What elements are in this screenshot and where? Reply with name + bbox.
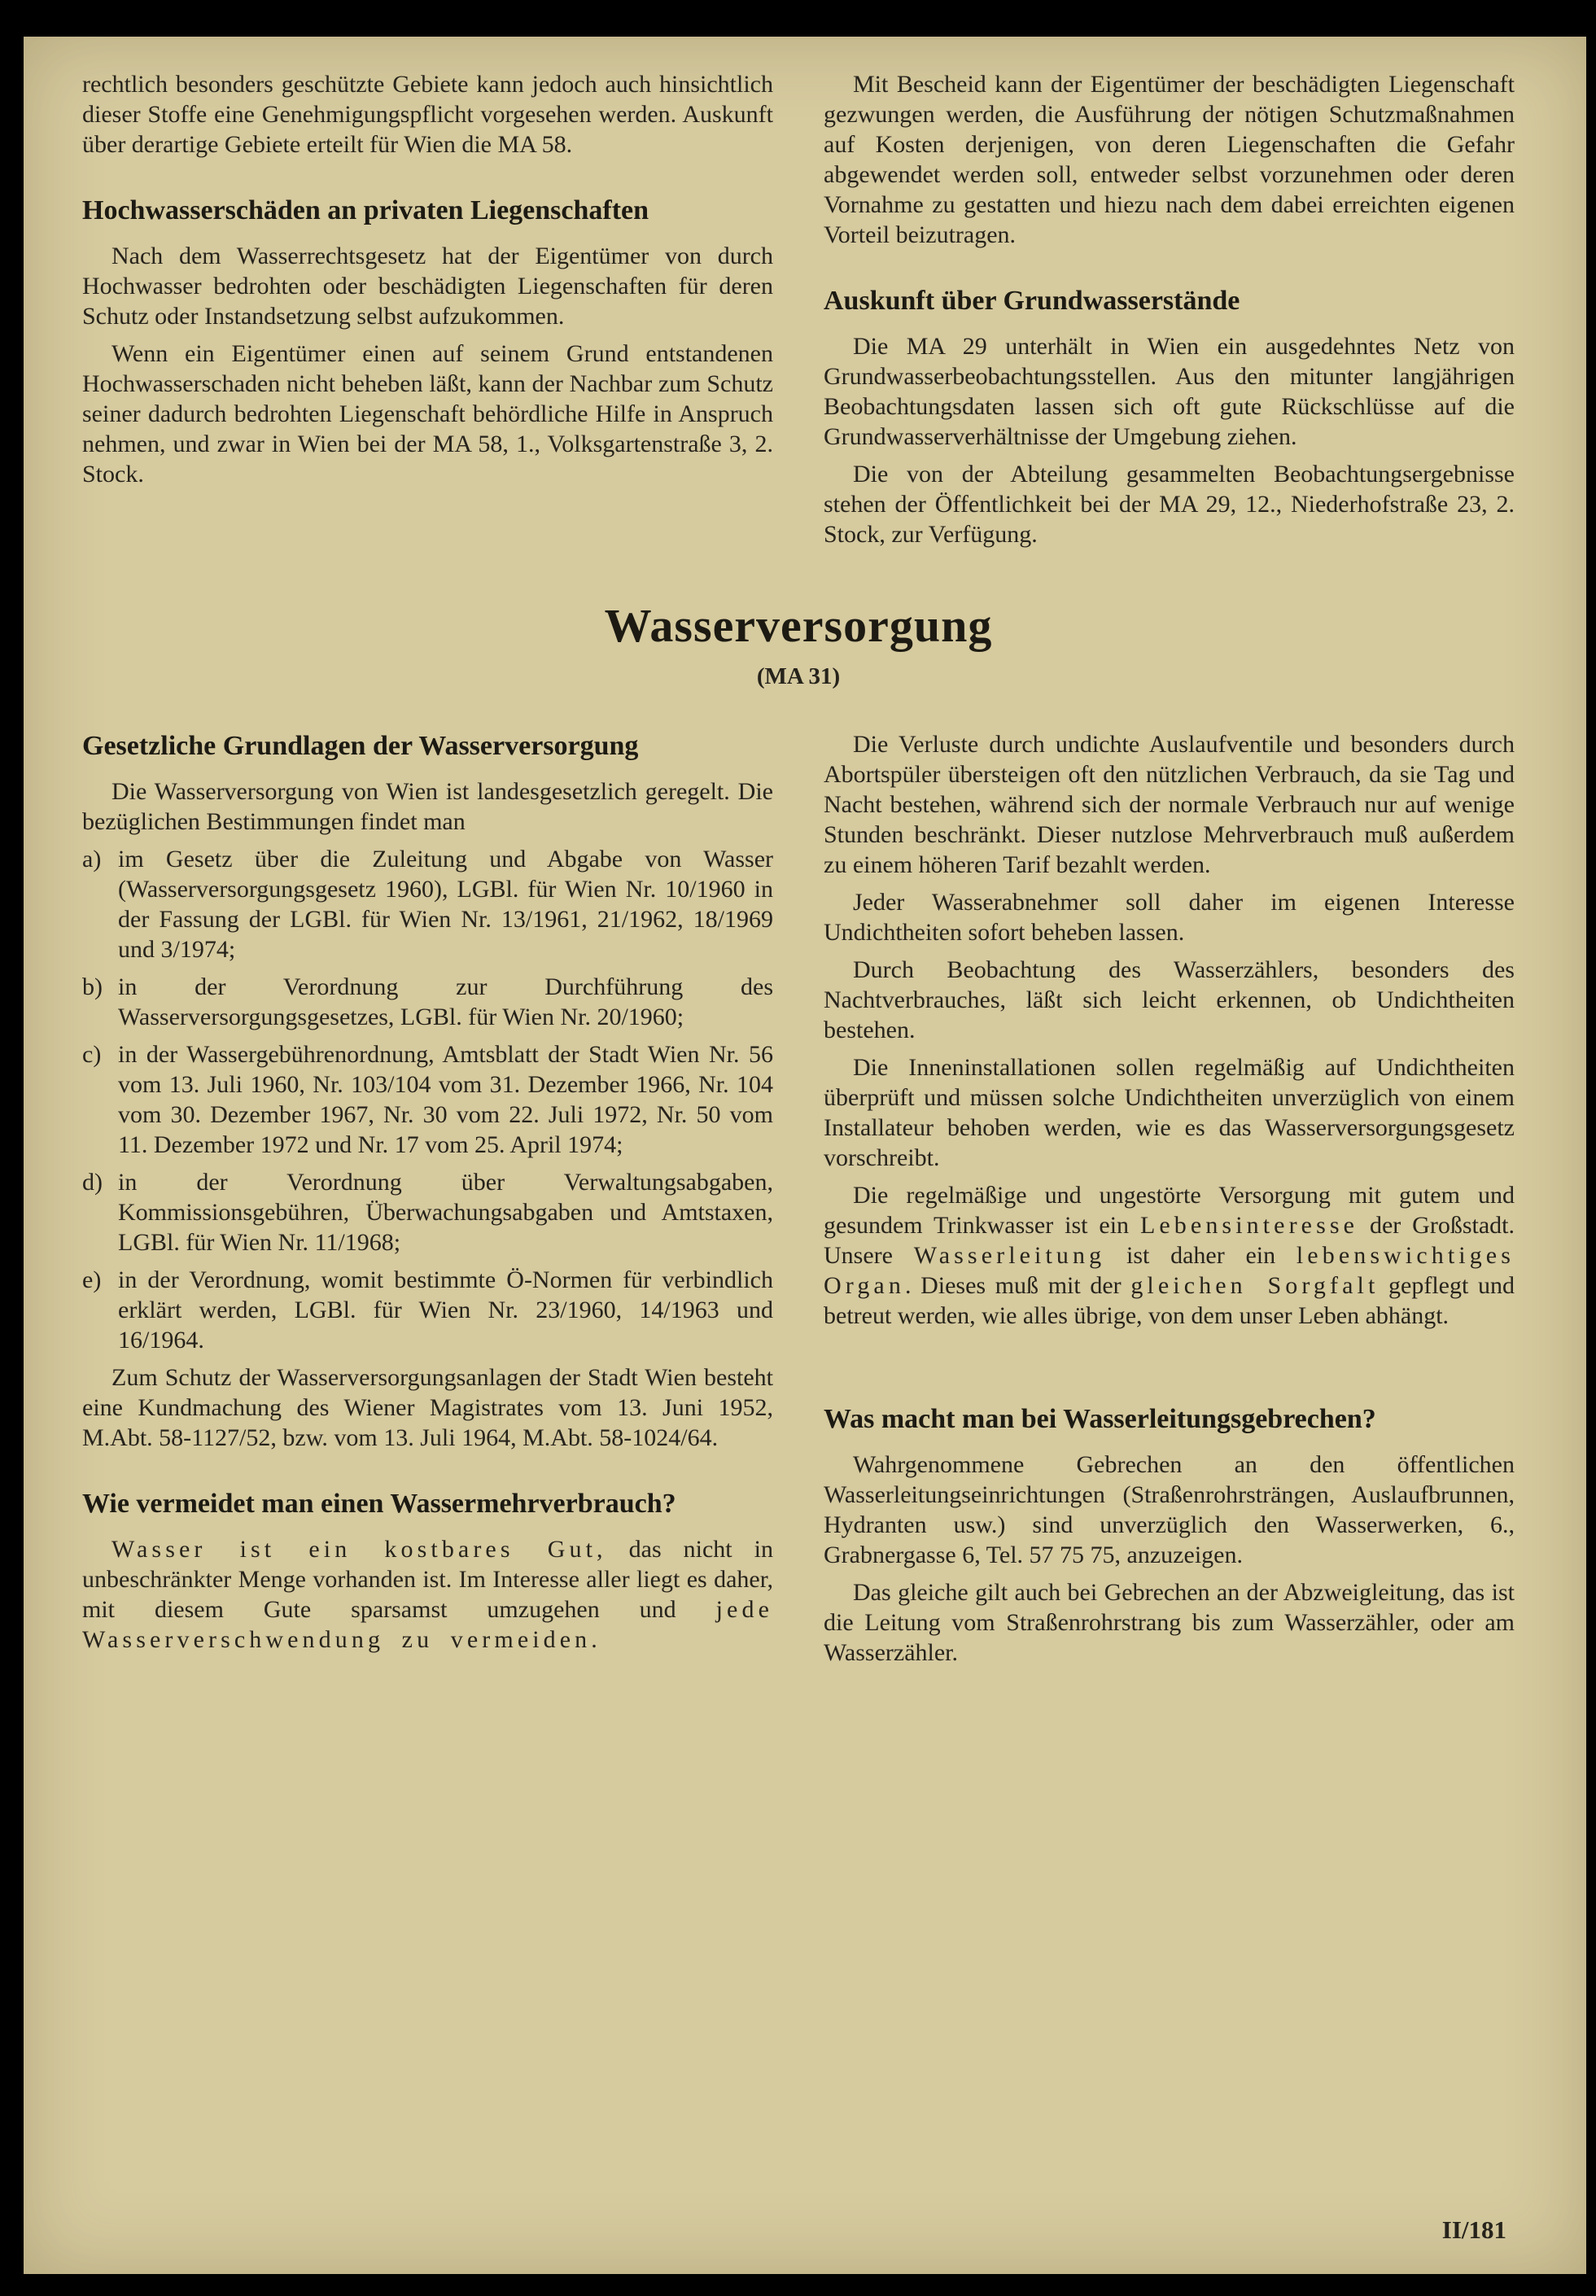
paragraph-emphasis [824,1180,1515,1331]
paragraph: Das gleiche gilt auch bei Gebrechen an der Abzweigleitung, das ist die Leitung vom Straßenrohrstrang bis zum Wasserzähler, oder am Wasserzähler. [824,1579,1515,1666]
paragraph: Jeder Wasserabnehmer soll daher im eigenen Interesse Undichtheiten sofort beheben lassen. [824,889,1515,946]
paragraph: Wahrgenommene Gebrechen an den öffentlichen Wasserleitungseinrichtungen (Straßenrohrsträngen, Auslaufbrunnen, Hydranten usw.) sind unverzüglich den Wasserwerken, 6., Grabnergasse 6, Tel. 57 75 75, anzuzeigen. [824,1451,1515,1568]
plain-text: das nicht in unbeschränkter Menge vorhanden ist. Im Interesse aller liegt es daher, mit diesem Gute sparsamst umzugehen und [82,1536,773,1623]
plain-text: Die regelmäßige und ungestörte Versorgung mit gutem und gesundem Trinkwasser ist ein [824,1182,1515,1239]
section-subtitle: (MA 31) [756,663,841,689]
list-item-text: in der Verordnung zur Durchführung des Wasserversorgungsgesetzes, LGBl. für Wien Nr. 20/1960; [118,973,773,1030]
page-paper [24,37,1586,2274]
spaced-text: Lebensinteresse [1139,1212,1359,1239]
heading-gesetzliche-grundlagen: Gesetzliche Grundlagen der Wasserversorgung [82,731,639,761]
list-marker: c) [82,1041,102,1068]
paragraph: Die Verluste durch undichte Auslaufventile und besonders durch Abortspüler übersteigen oft den nützlichen Verbrauch, da sie Tag und Nacht bestehen, während sich der normale Verbrauch nur auf wenige Stunden beschränkt. Dieser nutzlose Mehrverbrauch muß außerdem zu einem höheren Tarif bezahlt werden. [824,731,1515,878]
spaced-text: Wasserleitung [913,1242,1106,1269]
paragraph: Nach dem Wasserrechtsgesetz hat der Eigentümer von durch Hochwasser bedrohten oder beschädigten Liegenschaften für deren Schutz oder Instandsetzung selbst aufzukommen. [82,243,773,330]
paragraph: Wenn ein Eigentümer einen auf seinem Grund entstandenen Hochwasserschaden nicht beheben läßt, kann der Nachbar zum Schutz seiner dadurch bedrohten Liegenschaft behördliche Hilfe in Anspruch nehmen, und zwar in Wien bei der MA 58, 1., Volksgartenstraße 3, 2. Stock. [82,340,773,488]
spaced-text: Wasser ist ein kostbares Gut, [112,1536,607,1563]
plain-text: der Großstadt. Unsere [824,1212,1515,1269]
list-marker: e) [82,1266,102,1293]
legal-list-item-e [82,1265,773,1355]
section-title: Wasserversorgung [604,599,993,652]
paragraph: Die von der Abteilung gesammelten Beobachtungsergebnisse stehen der Öffentlichkeit bei der MA 29, 12., Niederhofstraße 23, 2. Stock, zur Verfügung. [824,461,1515,548]
list-marker: b) [82,973,103,1000]
paragraph: Mit Bescheid kann der Eigentümer der beschädigten Liegenschaft gezwungen werden, die Ausführung der nötigen Schutzmaßnahmen auf Kosten derjenigen, von deren Liegenschaften die Gefahr abgewendet werden soll, entweder selbst vorzunehmen oder deren Vornahme zu gestatten und hiezu nach dem dabei erreichten eigenen Vorteil beizutragen. [824,71,1515,248]
paragraph: Durch Beobachtung des Wasserzählers, besonders des Nachtverbrauches, läßt sich leicht erkennen, ob Undichtheiten bestehen. [824,956,1515,1043]
page-number: II/181 [1441,2215,1506,2244]
legal-list-item-c [82,1039,773,1160]
heading-wasserleitungsgebrechen: Was macht man bei Wasserleitungsgebrechen? [824,1404,1376,1434]
heading-grundwasserstaende: Auskunft über Grundwasserstände [824,286,1240,316]
list-marker: d) [82,1169,103,1196]
lower-right-column [824,729,1515,1668]
upper-left-column [82,69,773,549]
lower-left-column [82,729,773,1668]
upper-right-column [824,69,1515,549]
list-item-text: in der Verordnung über Verwaltungsabgaben, Kommissionsgebühren, Überwachungsabgaben und Amtstaxen, LGBl. für Wien Nr. 11/1968; [118,1169,773,1256]
paragraph: Die Inneninstallationen sollen regelmäßig auf Undichtheiten überprüft und müssen solche Undichtheiten unverzüglich von einem Installateur behoben werden, wie es das Wasserversorgungsgesetz vorschreibt. [824,1054,1515,1171]
plain-text: gepflegt und betreut werden, wie alles übrige, von dem unser Leben abhängt. [824,1272,1515,1329]
paragraph: Die MA 29 unterhält in Wien ein ausgedehntes Netz von Grundwasserbeobachtungsstellen. Aus den mitunter langjährigen Beobachtungsdaten lassen sich oft gute Rückschlüsse auf die Grundwasserverhältnisse der Umgebung ziehen. [824,333,1515,450]
list-item-text: in der Verordnung, womit bestimmte Ö-Normen für verbindlich erklärt werden, LGBl. für Wien Nr. 23/1960, 14/1963 und 16/1964. [118,1266,773,1354]
heading-hochwasserschaeden: Hochwasserschäden an privaten Liegenschaften [82,195,649,225]
upper-section [82,69,1515,549]
paragraph-emphasis [82,1534,773,1655]
legal-list-item-b [82,972,773,1032]
paragraph: Zum Schutz der Wasserversorgungsanlagen der Stadt Wien besteht eine Kundmachung des Wiener Magistrates vom 13. Juni 1952, M.Abt. 58-1127/52, bzw. vom 13. Juli 1964, M.Abt. 58-1024/64. [82,1364,773,1451]
list-marker: a) [82,846,102,872]
plain-text: . Dieses muß mit der [904,1272,1131,1299]
plain-text: ist daher ein [1105,1242,1296,1269]
lower-section [82,729,1515,1668]
legal-list-item-a [82,844,773,964]
list-item-text: in der Wassergebührenordnung, Amtsblatt der Stadt Wien Nr. 56 vom 13. Juli 1960, Nr. 103/104 vom 31. Dezember 1966, Nr. 104 vom 30. Dezember 1967, Nr. 30 vom 22. Juli 1972, Nr. 50 vom 11. Dezember 1972 und Nr. 17 vom 25. April 1974; [118,1041,773,1158]
paragraph-continuation: rechtlich besonders geschützte Gebiete kann jedoch auch hinsichtlich dieser Stoffe eine Genehmigungspflicht vorgesehen werden. Auskunft über derartige Gebiete erteilt für Wien die MA 58. [82,71,773,158]
paragraph: Die Wasserversorgung von Wien ist landesgesetzlich geregelt. Die bezüglichen Bestimmungen findet man [82,778,773,835]
list-item-text: im Gesetz über die Zuleitung und Abgabe von Wasser (Wasserversorgungsgesetz 1960), LGBl. für Wien Nr. 10/1960 in der Fassung der LGBl. für Wien Nr. 13/1961, 21/1962, 18/1969 und 3/1974; [118,846,773,963]
heading-wassermehrverbrauch: Wie vermeidet man einen Wassermehrverbrauch? [82,1489,676,1519]
spaced-text: lebenswichtiges Organ [824,1242,1515,1299]
spaced-text: gleichen Sorgfalt [1130,1272,1380,1299]
legal-list-item-d [82,1167,773,1257]
spaced-text: jede Wasserverschwendung zu vermeiden. [82,1596,773,1653]
section-title-block [82,600,1515,690]
